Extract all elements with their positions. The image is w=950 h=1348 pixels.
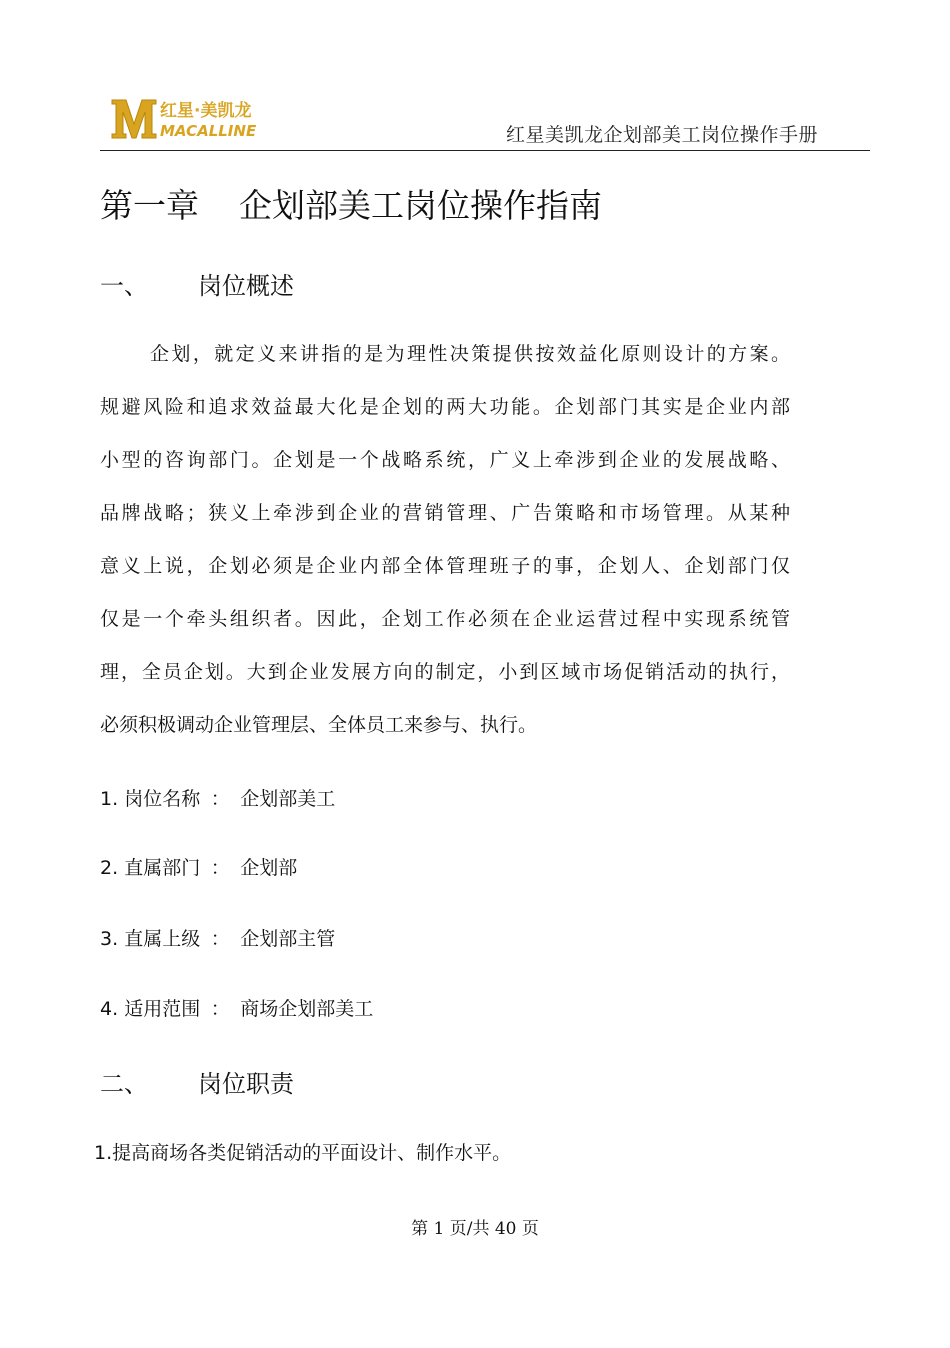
paragraph-line: 意义上说，企划必须是企业内部全体管理班子的事，企划人、企划部门仅 (100, 555, 790, 577)
section-heading-overview (100, 266, 294, 301)
job-info-item: 2. 直属部门 ： 企划部 (100, 857, 298, 879)
macalline-logo (110, 94, 290, 144)
duty-item: 1.提高商场各类促销活动的平面设计、制作水平。 (94, 1142, 512, 1164)
item-label: 直属上级 (124, 928, 201, 950)
chapter-number: 第一章 (100, 186, 199, 225)
section-number: 一、 (100, 272, 148, 300)
overview-paragraph (100, 332, 790, 756)
paragraph-line: 小型的咨询部门。企划是一个战略系统，广义上牵涉到企业的发展战略、 (100, 449, 790, 471)
chapter-name: 企划部美工岗位操作指南 (239, 186, 602, 225)
item-value: 企划部美工 (240, 788, 336, 810)
page-footer: 第 1 页/共 40 页 (411, 1219, 539, 1239)
header-title: 红星美凯龙企划部美工岗位操作手册 (505, 124, 818, 146)
item-value: 商场企划部美工 (240, 998, 374, 1020)
job-info-item: 4. 适用范围 ： 商场企划部美工 (100, 998, 374, 1020)
job-info-item: 1. 岗位名称 ： 企划部美工 (100, 788, 336, 810)
logo-en-text: MACALLINE (160, 122, 257, 140)
section-number: 二、 (100, 1070, 148, 1098)
item-value: 企划部 (240, 857, 298, 879)
page-header (100, 88, 870, 151)
section-heading-duties (100, 1064, 294, 1099)
section-title: 岗位概述 (198, 272, 294, 300)
item-label: 直属部门 (124, 857, 201, 879)
paragraph-line: 规避风险和追求效益最大化是企划的两大功能。企划部门其实是企业内部 (100, 396, 790, 418)
paragraph-line: 仅是一个牵头组织者。因此，企划工作必须在企业运营过程中实现系统管 (100, 608, 790, 630)
paragraph-line: 理，全员企划。大到企业发展方向的制定，小到区域市场促销活动的执行， (100, 661, 790, 683)
paragraph-line: 品牌战略；狭义上牵涉到企业的营销管理、广告策略和市场管理。从某种 (100, 502, 790, 524)
section-title: 岗位职责 (198, 1070, 294, 1098)
item-label: 适用范围 (124, 998, 201, 1020)
duty-text: 提高商场各类促销活动的平面设计、制作水平。 (112, 1142, 512, 1164)
paragraph-line: 企划，就定义来讲指的是为理性决策提供按效益化原则设计的方案。 (150, 343, 790, 365)
job-info-item: 3. 直属上级 ： 企划部主管 (100, 928, 336, 950)
paragraph-line: 必须积极调动企业管理层、全体员工来参与、执行。 (100, 714, 538, 736)
chapter-title (100, 180, 602, 227)
item-label: 岗位名称 (124, 788, 201, 810)
item-value: 企划部主管 (240, 928, 336, 950)
logo-cn-text: 红星·美凯龙 (160, 101, 252, 121)
